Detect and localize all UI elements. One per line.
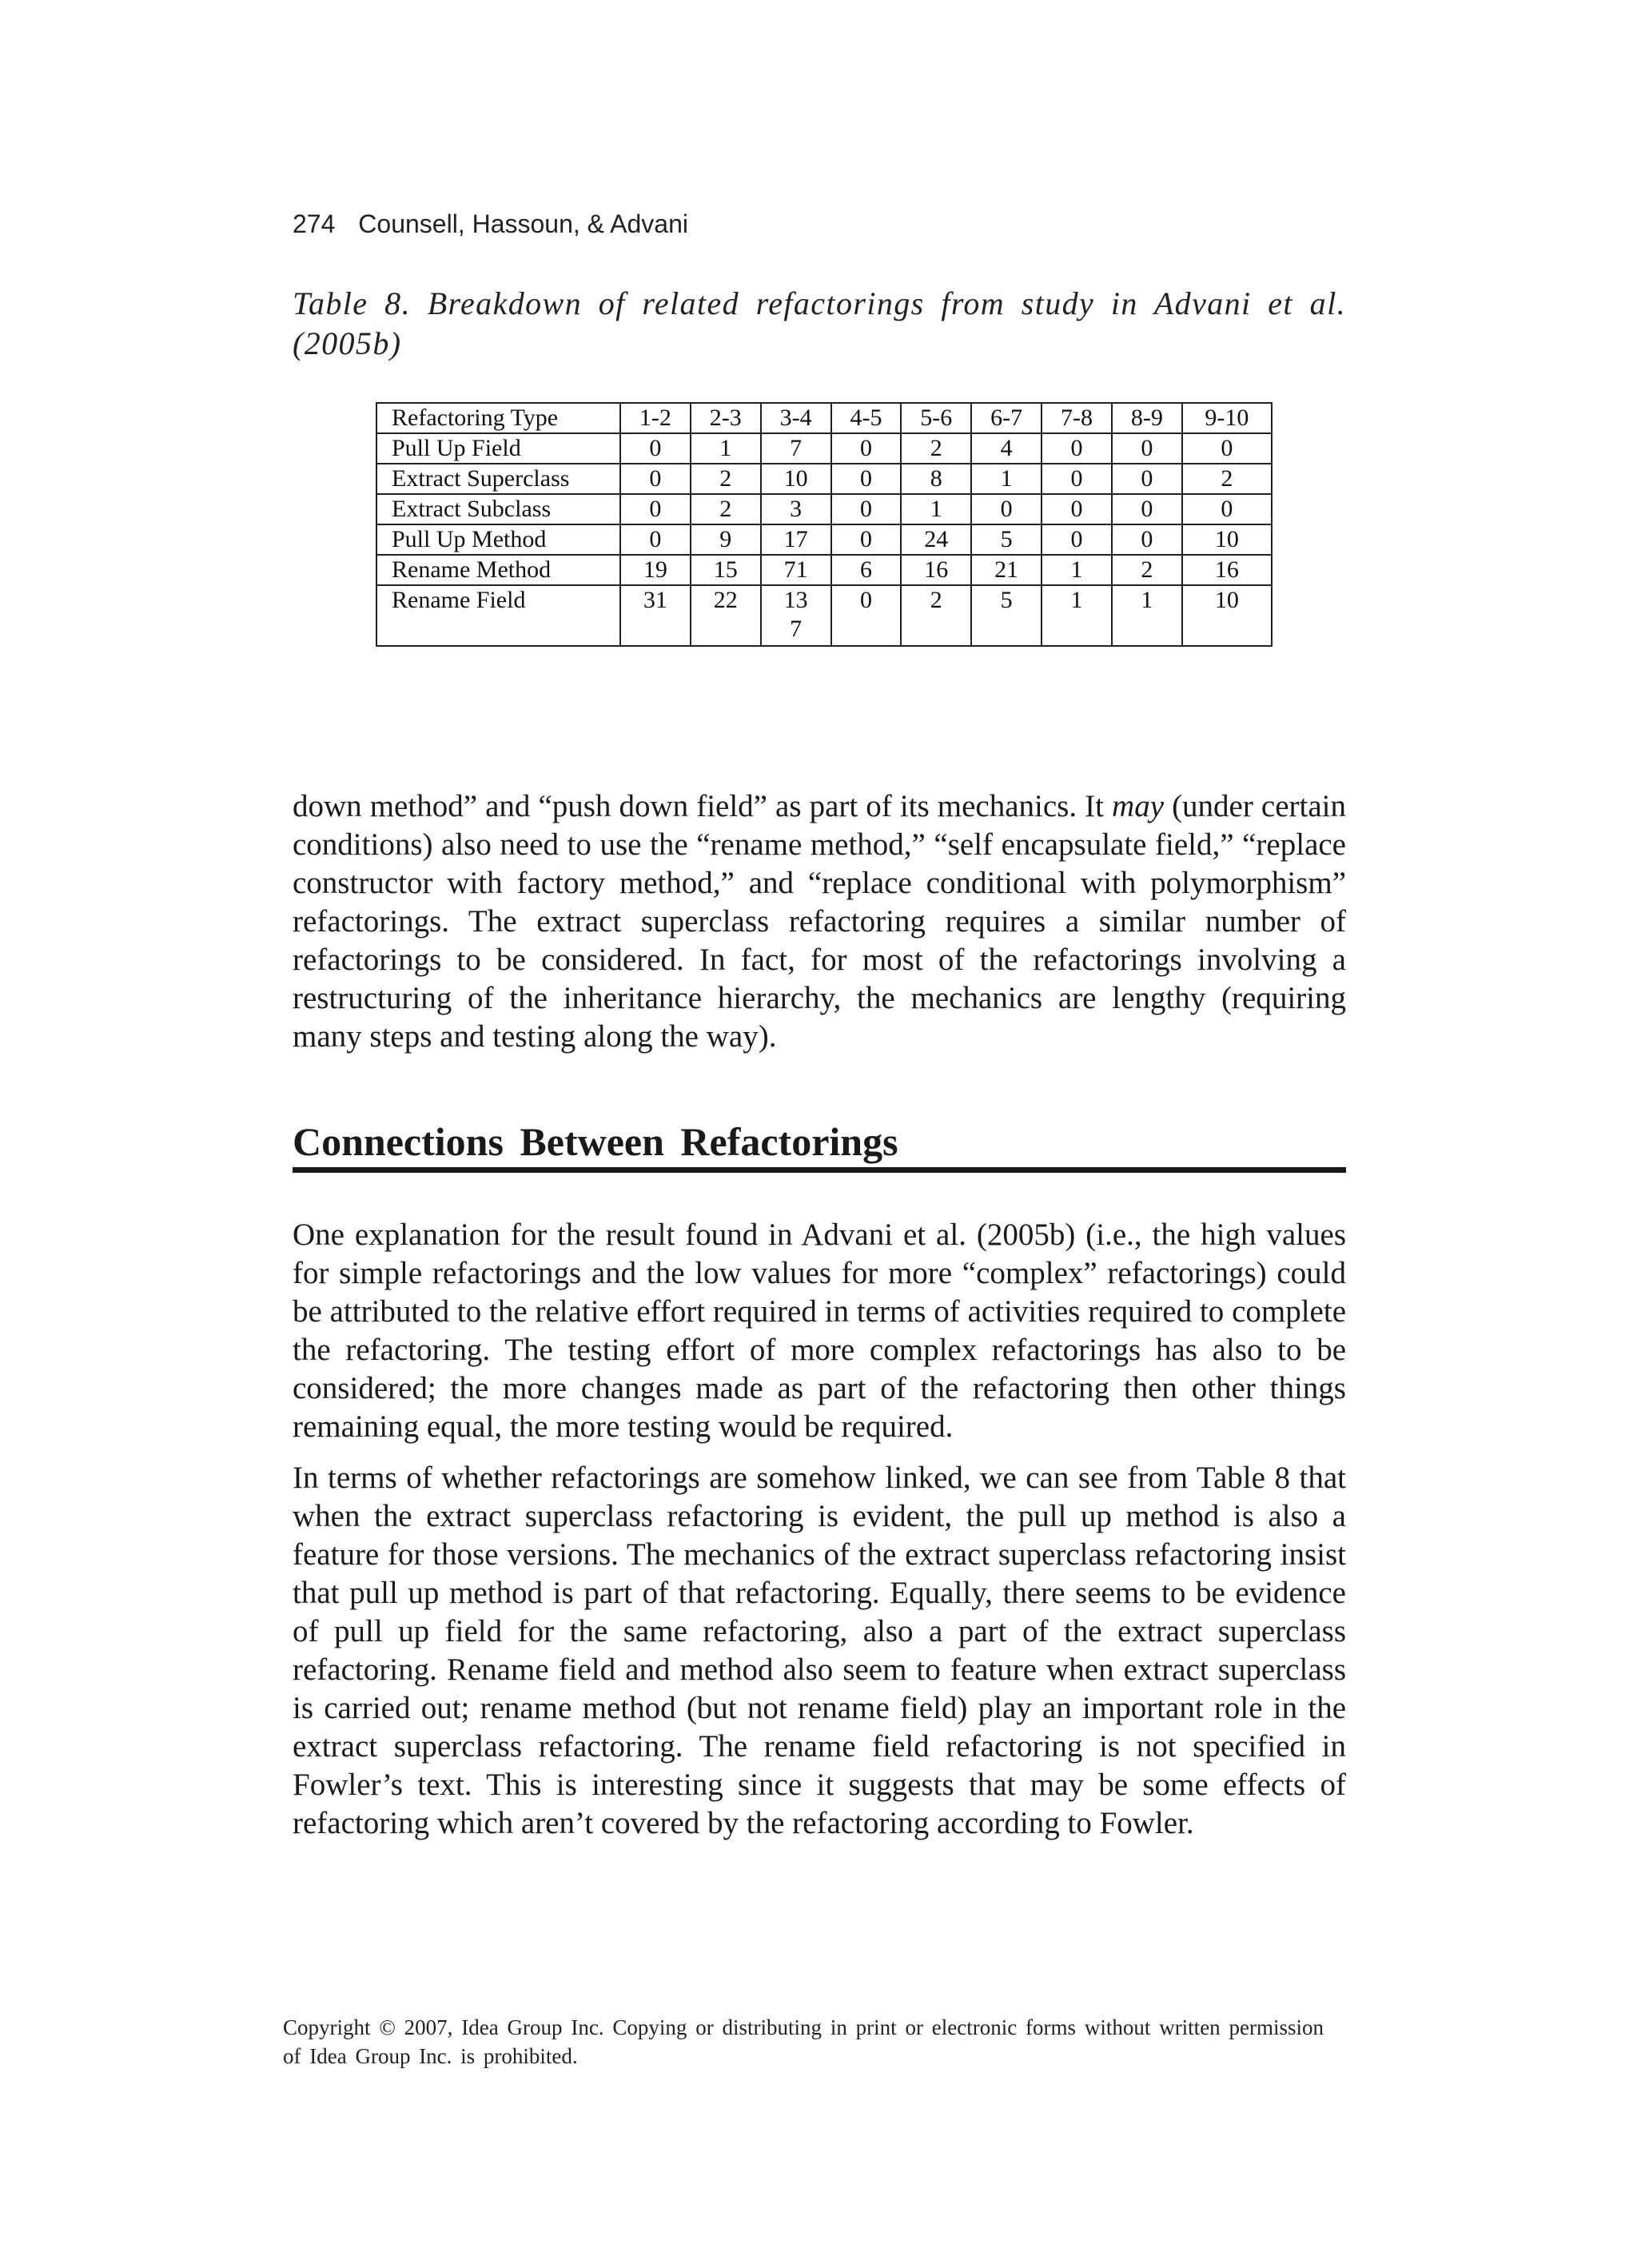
table-cell: 0 — [1112, 433, 1182, 464]
header-8-9: 8-9 — [1112, 403, 1182, 433]
table-cell: 3 — [761, 494, 831, 524]
table-cell: 0 — [831, 524, 902, 555]
header-4-5: 4-5 — [831, 403, 902, 433]
section-heading: Connections Between Refactorings — [293, 1119, 898, 1164]
table-cell: 16 — [901, 555, 971, 585]
table-row — [376, 464, 1272, 494]
body-paragraph-2: One explanation for the result found in Advani et al. (2005b) (i.e., the high values for simple refactorings and the low values for more “complex” refactorings) could be attributed to the relative effort required in terms of activities required to complete the refactoring. The testing effort of more complex refactorings has also to be considered; the more changes made as part of the refactoring then other things remaining equal, the more testing would be required. — [293, 1218, 1346, 1444]
paragraph-1-text-end: (under certain conditions) also need to use the “rename method,” “self encapsulate field,” “replace constructor with factory method,” and “replace conditional with polymorphism” refactorings. The extract superclass refactoring requires a similar number of refactorings to be considered. In fact, for most of the refactorings involving a restructuring of the inheritance hierarchy, the mechanics are lengthy (requiring many steps and testing along the way). — [293, 789, 1347, 1054]
table-cell: 19 — [620, 555, 691, 585]
table-cell: 6 — [831, 555, 902, 585]
table-row — [376, 555, 1272, 585]
table-cell: 5 — [971, 524, 1042, 555]
table-cell: 0 — [620, 464, 691, 494]
header-9-10: 9-10 — [1182, 403, 1272, 433]
copyright-notice: Copyright © 2007, Idea Group Inc. Copying or distributing in print or electronic forms without written permission of Idea Group Inc. is prohibited. — [283, 2015, 1324, 2068]
row-label: Pull Up Method — [376, 524, 620, 555]
table-cell: 71 — [761, 555, 831, 585]
table-cell: 10 — [761, 464, 831, 494]
table-cell: 0 — [620, 494, 691, 524]
row-label: Extract Subclass — [376, 494, 620, 524]
header-5-6: 5-6 — [901, 403, 971, 433]
table-cell: 0 — [831, 494, 902, 524]
body-paragraph-3: In terms of whether refactorings are somehow linked, we can see from Table 8 that when the extract superclass refactoring is evident, the pull up method is also a feature for those versions. The mechanics of the extract superclass refactoring insist that pull up method is part of that refactoring. Equally, there seems to be evidence of pull up field for the same refactoring, also a part of the extract superclass refactoring. Rename field and method also seem to feature when extract superclass is carried out; rename method (but not rename field) play an important role in the extract superclass refactoring. The rename field refactoring is not specified in Fowler’s text. This is interesting since it suggests that may be some effects of refactoring which aren’t covered by the refactoring according to Fowler. — [293, 1461, 1346, 1840]
table-cell: 21 — [971, 555, 1042, 585]
table-cell: 10 — [1182, 524, 1272, 555]
table-cell: 1 — [691, 433, 761, 464]
table-cell: 16 — [1182, 555, 1272, 585]
table-cell: 0 — [620, 524, 691, 555]
header-1-2: 1-2 — [620, 403, 691, 433]
table-cell: 0 — [1042, 433, 1112, 464]
table-cell: 2 — [1182, 464, 1272, 494]
table-cell: 0 — [1042, 524, 1112, 555]
table-cell: 5 — [971, 585, 1042, 646]
paragraph-1-text-start: down method” and “push down field” as part of its mechanics. It — [293, 789, 1113, 823]
header-refactoring-type: Refactoring Type — [376, 403, 620, 433]
table-cell: 0 — [1182, 433, 1272, 464]
row-label: Extract Superclass — [376, 464, 620, 494]
table-cell: 8 — [901, 464, 971, 494]
table-cell: 1 — [1112, 585, 1182, 646]
table-cell: 31 — [620, 585, 691, 646]
page-number: 274 — [293, 209, 336, 238]
table-cell: 13 7 — [761, 585, 831, 646]
table-cell: 1 — [901, 494, 971, 524]
heading-rule — [293, 1167, 1346, 1173]
row-label: Rename Method — [376, 555, 620, 585]
table-cell: 0 — [1112, 524, 1182, 555]
table-cell: 4 — [971, 433, 1042, 464]
table-cell: 1 — [1042, 555, 1112, 585]
running-head-authors: Counsell, Hassoun, & Advani — [358, 209, 688, 238]
table-header-row — [376, 403, 1272, 433]
body-paragraph-1 — [293, 787, 1346, 1056]
table-cell: 7 — [761, 433, 831, 464]
table-row — [376, 494, 1272, 524]
table-cell: 0 — [1112, 494, 1182, 524]
header-6-7: 6-7 — [971, 403, 1042, 433]
table-cell: 9 — [691, 524, 761, 555]
table-row — [376, 433, 1272, 464]
refactorings-table — [376, 402, 1273, 647]
table-cell: 22 — [691, 585, 761, 646]
table-cell: 2 — [1112, 555, 1182, 585]
table-caption: Table 8. Breakdown of related refactorings from study in Advani et al. (2005b) — [293, 285, 1346, 361]
table-cell: 2 — [691, 464, 761, 494]
emphasis-may: may — [1112, 789, 1165, 823]
table-cell: 2 — [901, 585, 971, 646]
table-cell: 0 — [831, 433, 902, 464]
table-cell: 24 — [901, 524, 971, 555]
table-cell: 17 — [761, 524, 831, 555]
table-cell: 0 — [971, 494, 1042, 524]
table-cell: 1 — [971, 464, 1042, 494]
header-2-3: 2-3 — [691, 403, 761, 433]
table-cell: 0 — [1042, 464, 1112, 494]
table-cell: 1 — [1042, 585, 1112, 646]
table-cell: 10 — [1182, 585, 1272, 646]
row-label: Rename Field — [376, 585, 620, 646]
running-head — [293, 209, 688, 239]
table-row — [376, 585, 1272, 646]
table-cell: 0 — [831, 464, 902, 494]
table-cell: 0 — [620, 433, 691, 464]
table-cell: 0 — [1042, 494, 1112, 524]
header-7-8: 7-8 — [1042, 403, 1112, 433]
table-cell: 0 — [1112, 464, 1182, 494]
row-label: Pull Up Field — [376, 433, 620, 464]
table-row — [376, 524, 1272, 555]
table-cell: 15 — [691, 555, 761, 585]
table-cell: 0 — [1182, 494, 1272, 524]
table-cell: 2 — [901, 433, 971, 464]
table-cell: 0 — [831, 585, 902, 646]
header-3-4: 3-4 — [761, 403, 831, 433]
table-cell: 2 — [691, 494, 761, 524]
